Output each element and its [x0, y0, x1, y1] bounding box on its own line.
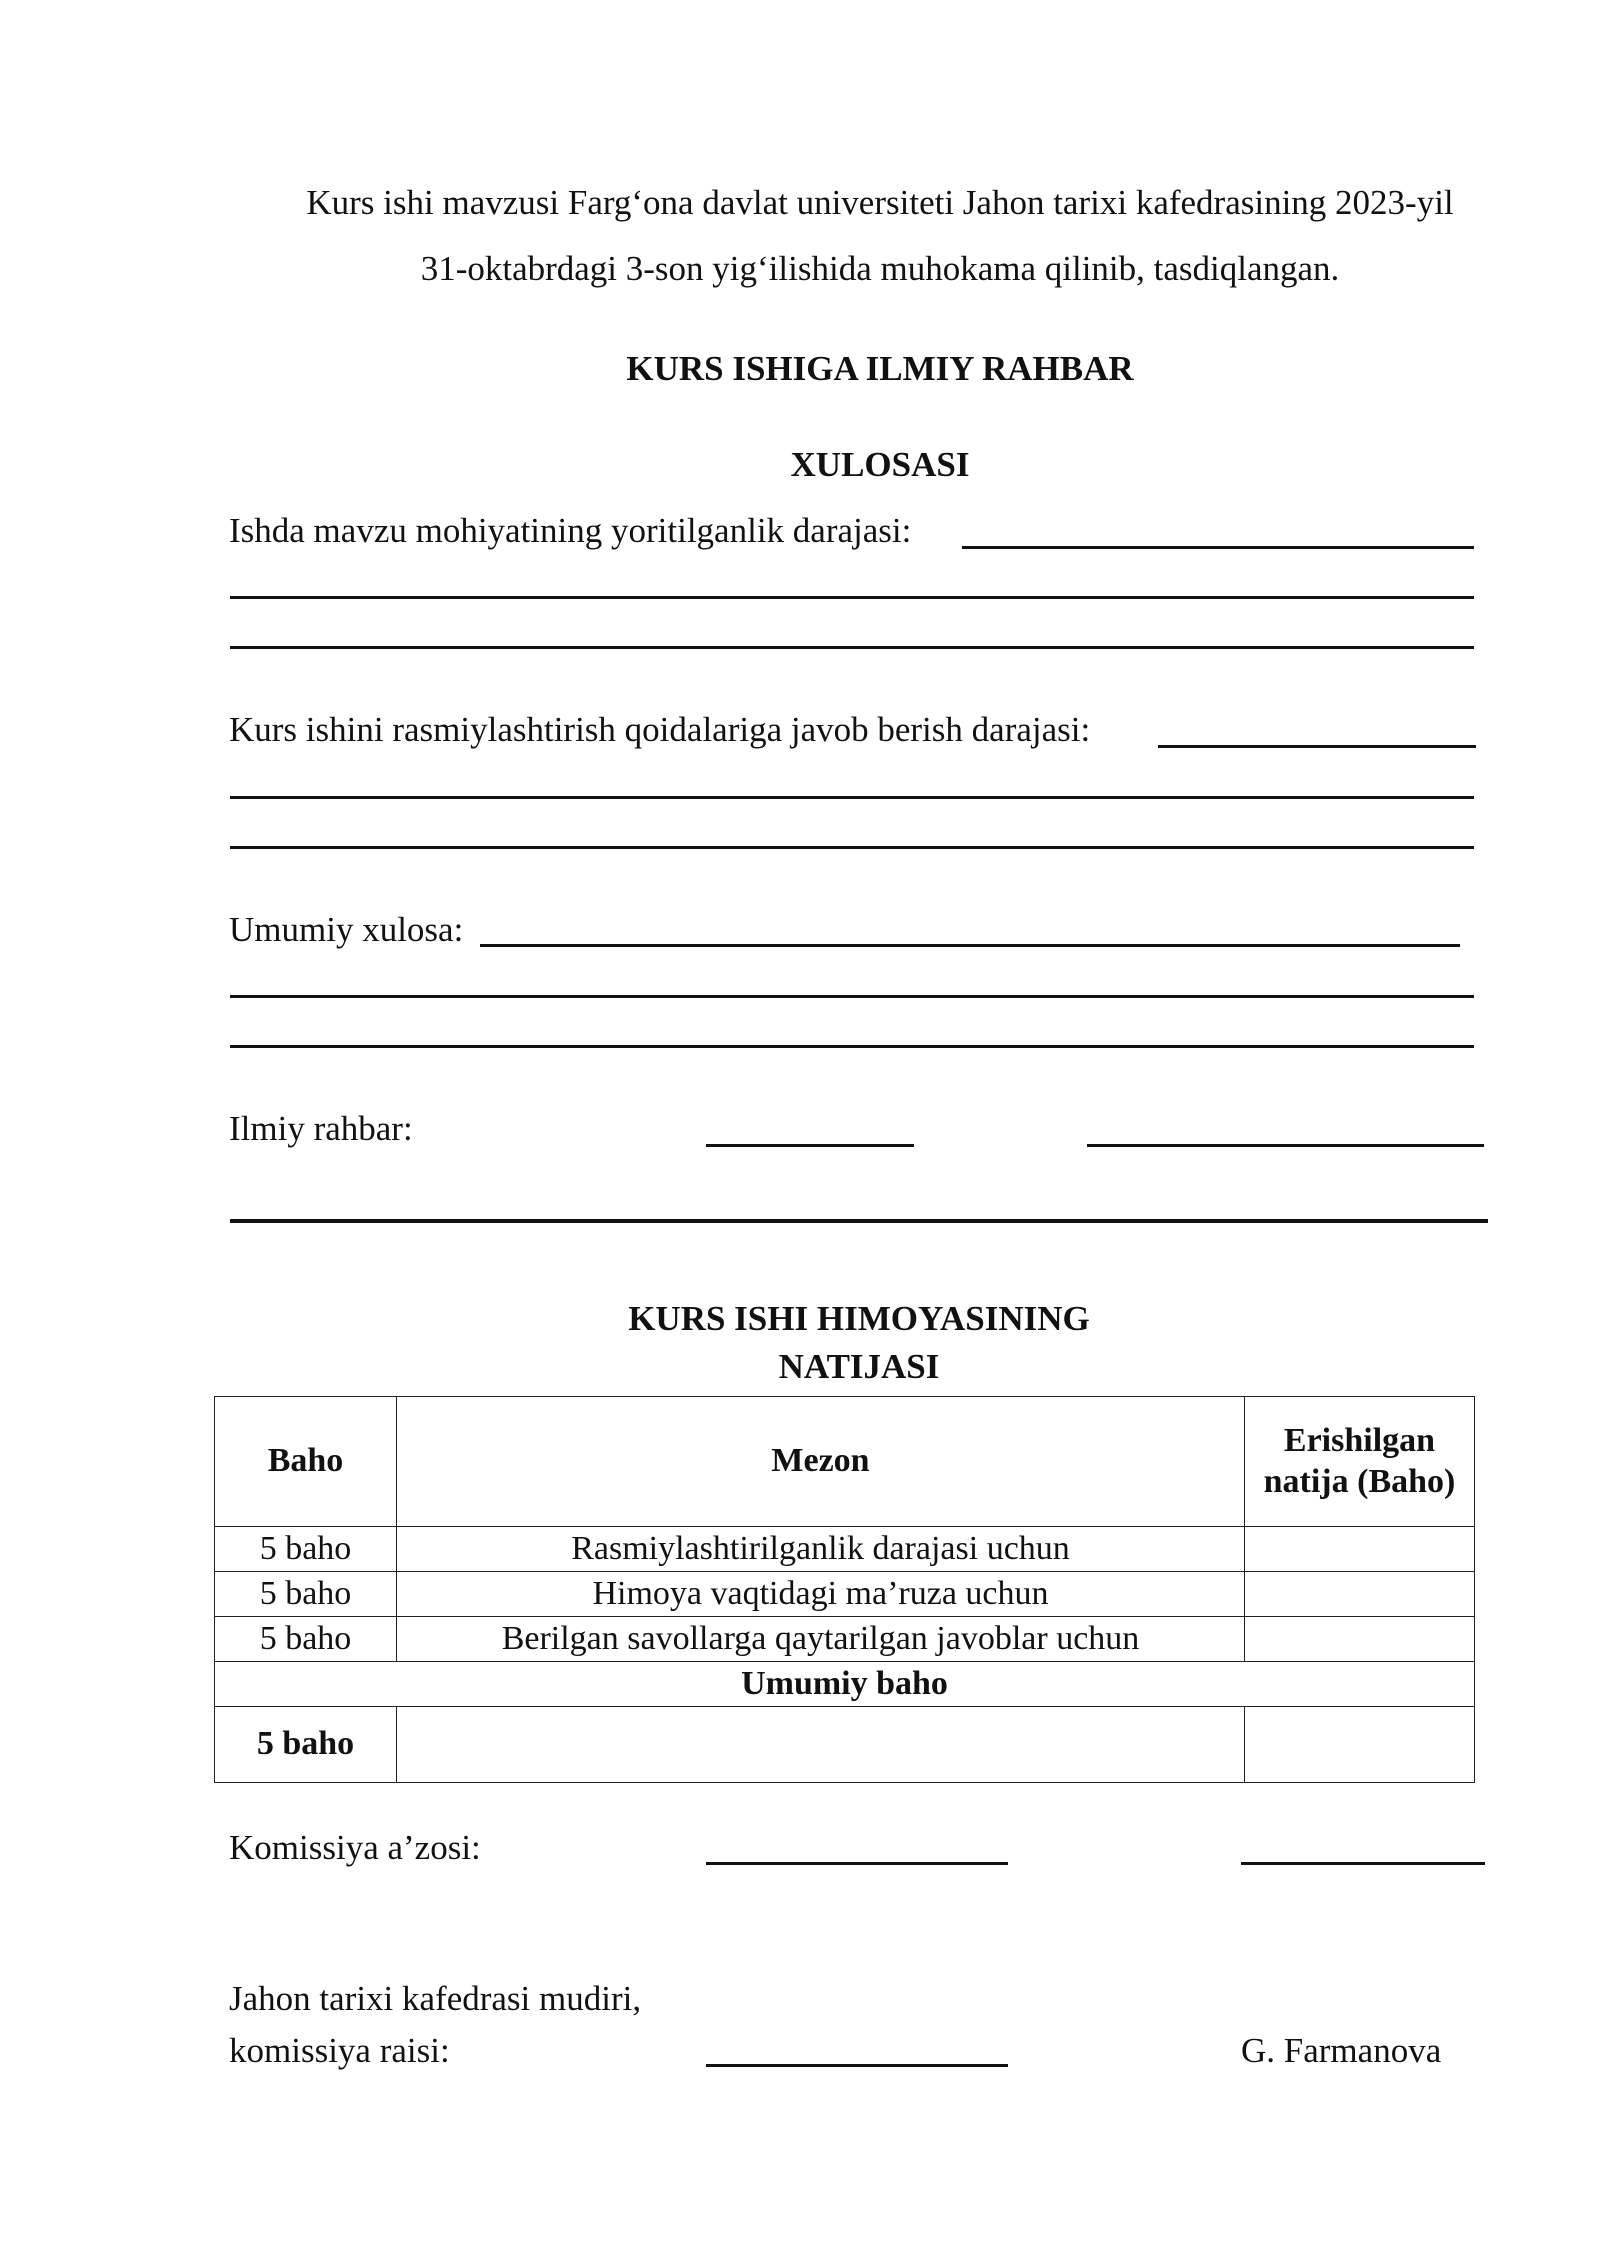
- row-natija-cell[interactable]: [1245, 1572, 1475, 1617]
- defense-results-title: KURS ISHI HIMOYASINING: [628, 1299, 1090, 1338]
- advisor-label: Ilmiy rahbar:: [229, 1109, 413, 1148]
- department-head-label: Jahon tarixi kafedrasi mudiri,: [229, 1979, 642, 2018]
- results-table: [214, 1396, 1475, 1783]
- total-label-row: [215, 1662, 1475, 1707]
- total-row: [215, 1707, 1475, 1783]
- row-mezon: Rasmiylashtirilganlik darajasi uchun: [397, 1527, 1245, 1572]
- chair-signature-line: [706, 2064, 1008, 2067]
- total-label: Umumiy baho: [215, 1662, 1475, 1707]
- table-row: [215, 1572, 1475, 1617]
- general-conclusion-answer-line: [230, 995, 1474, 998]
- member-signature-line: [706, 1862, 1008, 1865]
- row-baho: 5 baho: [215, 1572, 397, 1617]
- formatting-compliance-answer-line: [230, 796, 1474, 799]
- row-mezon: Himoya vaqtidagi ma’ruza uchun: [397, 1572, 1245, 1617]
- row-natija-cell[interactable]: [1245, 1617, 1475, 1662]
- general-conclusion-answer-line: [230, 1045, 1474, 1048]
- advisor-name-line: [1087, 1144, 1484, 1147]
- topic-coverage-answer-line: [230, 646, 1474, 649]
- general-conclusion-answer-line: [480, 944, 1460, 947]
- total-baho: 5 baho: [215, 1707, 397, 1783]
- total-natija-cell[interactable]: [1245, 1707, 1475, 1783]
- section-separator: [230, 1219, 1488, 1223]
- table-row: [215, 1617, 1475, 1662]
- formatting-compliance-label: Kurs ishini rasmiylashtirish qoidalariga javob berish darajasi:: [229, 710, 1091, 749]
- defense-results-subtitle: NATIJASI: [778, 1347, 940, 1386]
- formatting-compliance-answer-line: [1158, 745, 1476, 748]
- topic-coverage-answer-line: [230, 596, 1474, 599]
- chair-name: G. Farmanova: [1241, 2031, 1442, 2070]
- commission-member-label: Komissiya a’zosi:: [229, 1828, 481, 1867]
- intro-line-1: Kurs ishi mavzusi Farg‘ona davlat universiteti Jahon tarixi kafedrasining 2023-yil: [306, 183, 1454, 222]
- advisor-signature-line: [706, 1144, 914, 1147]
- member-name-line: [1241, 1862, 1485, 1865]
- row-natija-cell[interactable]: [1245, 1527, 1475, 1572]
- table-row: [215, 1527, 1475, 1572]
- commission-chair-label: komissiya raisi:: [229, 2031, 450, 2070]
- advisor-section-title: KURS ISHIGA ILMIY RAHBAR: [626, 349, 1134, 388]
- intro-line-2: 31-oktabrdagi 3-son yig‘ilishida muhokama qilinib, tasdiqlangan.: [420, 249, 1340, 288]
- advisor-section-subtitle: XULOSASI: [790, 445, 970, 484]
- topic-coverage-label: Ishda mavzu mohiyatining yoritilganlik darajasi:: [229, 511, 912, 550]
- header-natija: Erishilgan natija (Baho): [1245, 1397, 1475, 1527]
- table-header-row: [215, 1397, 1475, 1527]
- total-empty-cell: [397, 1707, 1245, 1783]
- general-conclusion-label: Umumiy xulosa:: [229, 910, 464, 949]
- row-mezon: Berilgan savollarga qaytarilgan javoblar uchun: [397, 1617, 1245, 1662]
- formatting-compliance-answer-line: [230, 846, 1474, 849]
- topic-coverage-answer-line: [962, 546, 1474, 549]
- row-baho: 5 baho: [215, 1617, 397, 1662]
- header-baho: Baho: [215, 1397, 397, 1527]
- header-mezon: Mezon: [397, 1397, 1245, 1527]
- row-baho: 5 baho: [215, 1527, 397, 1572]
